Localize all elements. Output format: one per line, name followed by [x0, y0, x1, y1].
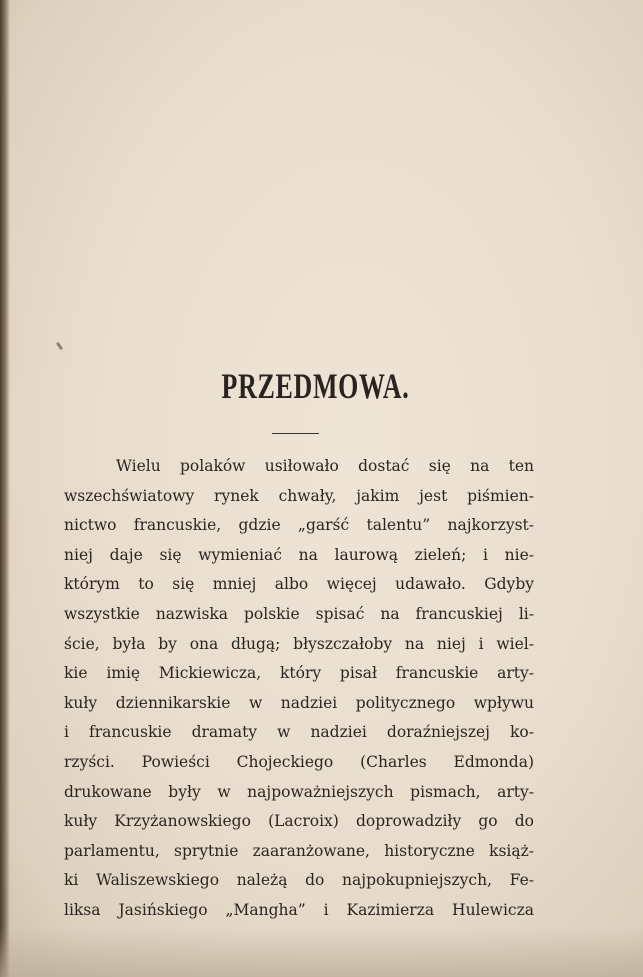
- text-line: kuły dziennikarskie w nadziei politycznego wpływu: [64, 693, 534, 712]
- text-line: wszechświatowy rynek chwały, jakim jest piśmien-: [64, 486, 534, 505]
- body-paragraph: [64, 452, 534, 926]
- text-line: i francuskie dramaty w nadziei doraźniejszej ko-: [64, 723, 534, 742]
- text-line: kuły Krzyżanowskiego (Lacroix) doprowadziły go do: [64, 812, 534, 831]
- book-spine-edge: [0, 0, 10, 977]
- text-line: ście, była by ona długą; błyszczałoby na niej i wiel-: [64, 634, 534, 653]
- text-line: kie imię Mickiewicza, który pisał francuskie arty-: [64, 664, 534, 683]
- text-line: rzyści. Powieści Chojeckiego (Charles Edmonda): [64, 752, 534, 771]
- text-line: nictwo francuskie, gdzie „garść talentu” najkorzyst-: [64, 516, 534, 535]
- text-line: ki Waliszewskiego należą do najpokupniejszych, Fe-: [64, 871, 534, 890]
- title-divider: [272, 433, 319, 434]
- text-line: wszystkie nazwiska polskie spisać na francuskiej li-: [64, 604, 534, 623]
- text-line: Wielu polaków usiłowało dostać się na ten: [116, 457, 534, 475]
- page-bottom-shadow: [0, 927, 643, 977]
- text-line: drukowane były w najpoważniejszych pismach, arty-: [64, 782, 534, 801]
- page-title: PRZEDMOWA.: [221, 366, 410, 406]
- text-line: niej daje się wymieniać na laurową zieleń; i nie-: [64, 545, 534, 564]
- ink-speck: [56, 342, 63, 350]
- text-line: którym to się mniej albo więcej udawało. Gdyby: [64, 575, 534, 594]
- text-line: parlamentu, sprytnie zaaranżowane, historyczne książ-: [64, 841, 534, 860]
- text-line: liksa Jasińskiego „Mangha” i Kazimierza Hulewicza: [64, 900, 534, 919]
